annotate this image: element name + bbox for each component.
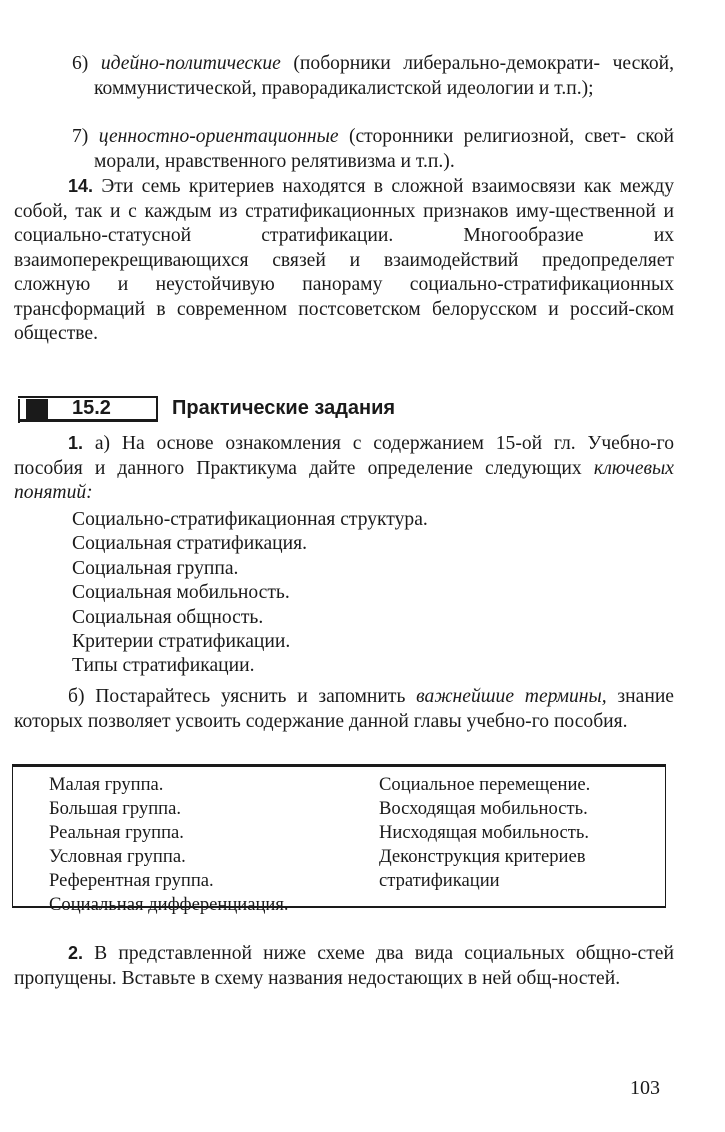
section-title: Практические задания: [172, 397, 396, 419]
list-item-7: [72, 125, 674, 174]
section-marker-square-icon: [26, 399, 48, 419]
list-item-term: ценностно-ориентационные: [98, 126, 339, 147]
concept-item: Социальная мобильность.: [72, 582, 290, 604]
task-1-part-b: [14, 685, 674, 734]
term-item: Большая группа.: [49, 798, 182, 819]
section-number: 15.2: [72, 397, 111, 419]
term-item: Социальная дифференциация.: [49, 894, 289, 915]
concept-item: Социально-стратификационная структура.: [72, 509, 428, 530]
term-item: Деконструкция критериев: [379, 846, 586, 867]
term-item: Восходящая мобильность.: [379, 798, 588, 819]
concept-item: Социальная общность.: [72, 606, 264, 628]
task-2: [14, 941, 674, 991]
term-item: Условная группа.: [49, 846, 186, 867]
page-number: 103: [630, 1077, 660, 1099]
terms-box: [12, 764, 666, 915]
list-item-6: [72, 52, 674, 101]
terms-column-right: [379, 773, 590, 893]
task-1-part-a: [14, 431, 674, 506]
concept-item: Социальная стратификация.: [72, 533, 308, 555]
list-item-description-rest: ской морали, нравственного релятивизма и т.п.).: [94, 126, 675, 172]
task-1a-emphasis: ключевых понятий:: [14, 457, 674, 503]
term-item: Малая группа.: [49, 774, 164, 795]
term-item: Референтная группа.: [49, 870, 214, 891]
task-number: 2.: [68, 943, 84, 963]
list-item-description: (поборники либерально-демократи-: [293, 53, 601, 74]
list-item-term: идейно-политические: [100, 53, 281, 74]
concept-item: Типы стратификации.: [72, 655, 255, 677]
list-item-6-text: [72, 52, 674, 101]
list-item-marker: 7): [72, 126, 89, 147]
task-1b-emphasis: важнейшие термины,: [416, 686, 607, 707]
task-1b-text: б) Постарайтесь уяснить и запомнить: [68, 686, 406, 707]
term-item: стратификации: [379, 870, 500, 891]
list-item-description-rest: ческой, коммунистической, праворадикалистской идеологии и т.п.);: [94, 53, 675, 99]
concept-item: Критерии стратификации.: [72, 631, 291, 653]
section-frame-tick: [18, 399, 20, 423]
task-1b-rest: знание которых позволяет усвоить содержание данной главы учебно-го пособия.: [14, 686, 674, 732]
paragraph-text: Эти семь критериев находятся в сложной взаимосвязи как между собой, так и с каждым из стратификационных признаков иму-щественной и социально-статусной стратификации. Многообразие их взаимоперекрещивающихся связей и взаимодействий предопределяет сложную и неустойчивую панораму социально-стратификационных трансформаций в современном постсоветском белорусском и россий-ском обществе.: [14, 176, 674, 344]
term-item: Социальное перемещение.: [379, 774, 591, 795]
term-item: Реальная группа.: [49, 822, 184, 843]
task-number: 1.: [68, 433, 84, 453]
concept-item: Социальная группа.: [72, 557, 239, 579]
paragraph-14: [14, 174, 674, 347]
terms-column-left: [49, 773, 289, 917]
term-item: Нисходящая мобильность.: [379, 822, 589, 843]
section-heading: [12, 393, 672, 427]
paragraph-number: 14.: [68, 176, 94, 196]
list-item-7-text: [72, 125, 674, 174]
key-concepts-list: [72, 508, 672, 679]
task-1a-text: а) На основе ознакомления с содержанием 15-ой гл. Учебно-го пособия и данного Практикума дайте определение следующих: [14, 433, 674, 479]
list-item-marker: 6): [72, 53, 89, 74]
task-2-text: В представленной ниже схеме два вида социальных общно-стей пропущены. Вставьте в схему названия недостающих в ней общ-ностей.: [14, 943, 674, 989]
list-item-description: (сторонники религиозной, свет-: [348, 126, 627, 147]
